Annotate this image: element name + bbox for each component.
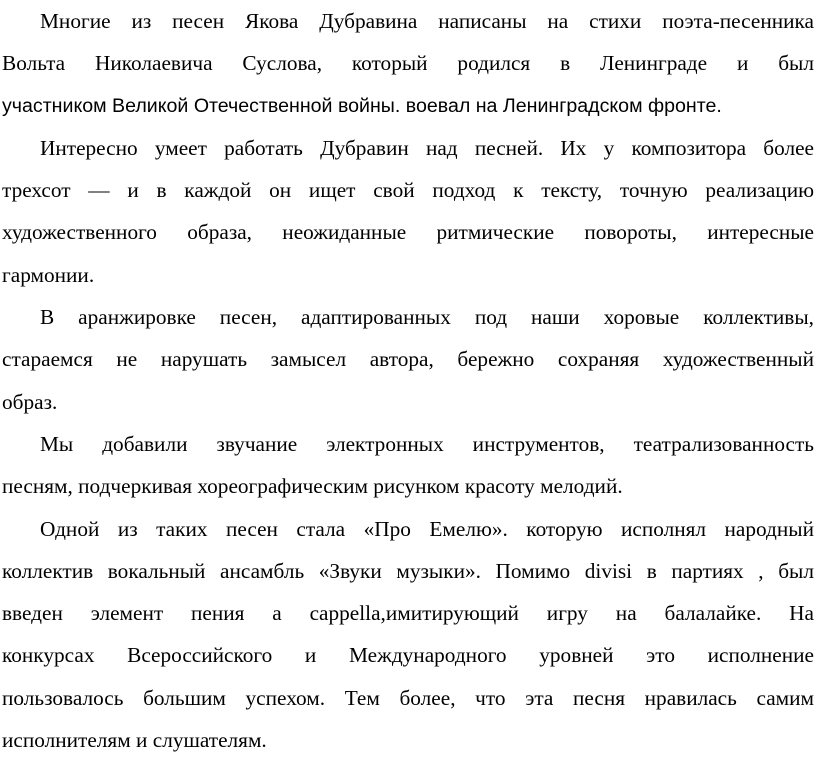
text-line: исполнителям и слушателям. [2,728,267,753]
text-line: песням, подчеркивая хореографическим рисунком красоту мелодий. [2,474,623,499]
text-line: трехсот — и в каждой он ищет свой подход к тексту, точную реализацию [2,178,814,203]
text-line: пользовалось большим успехом. Тем более, что эта песня нравилась самим [2,685,814,710]
text-line: художественного образа, неожиданные ритмические повороты, интересные [2,220,814,245]
text-line: участником Великой Отечественной войны. воевал на Ленинградском фронте. [2,94,722,117]
text-line: Вольта Николаевича Суслова, который родился в Ленинграде и был [2,51,814,76]
paragraph-3 [2,296,814,423]
text-line: коллектив вокальный ансамбль «Звуки музыки». Помимо divisi в партиях , был [2,558,814,583]
text-line: образ. [2,389,58,414]
text-line: стараемся не нарушать замысел автора, бережно сохраняя художественный [2,347,814,372]
text-line: введен элемент пения а cappella,имитирующий игру на балалайке. На [2,601,814,626]
text-line: гармонии. [2,262,95,287]
text-line: Одной из таких песен стала «Про Емелю». которую исполнял народный [40,516,814,541]
paragraph-1 [2,0,814,127]
paragraph-4 [2,423,814,508]
text-line: Многие из песен Якова Дубравина написаны на стихи поэта-песенника [40,9,814,33]
text-line: В аранжировке песен, адаптированных под наши хоровые коллективы, [40,305,814,330]
paragraph-2 [2,127,814,296]
text-line: конкурсах Всероссийского и Международного уровней это исполнение [2,643,814,668]
text-line: Интересно умеет работать Дубравин над песней. Их у композитора более [40,135,814,160]
text-line: Мы добавили звучание электронных инструментов, театрализованность [40,431,814,456]
paragraph-5 [2,508,814,761]
